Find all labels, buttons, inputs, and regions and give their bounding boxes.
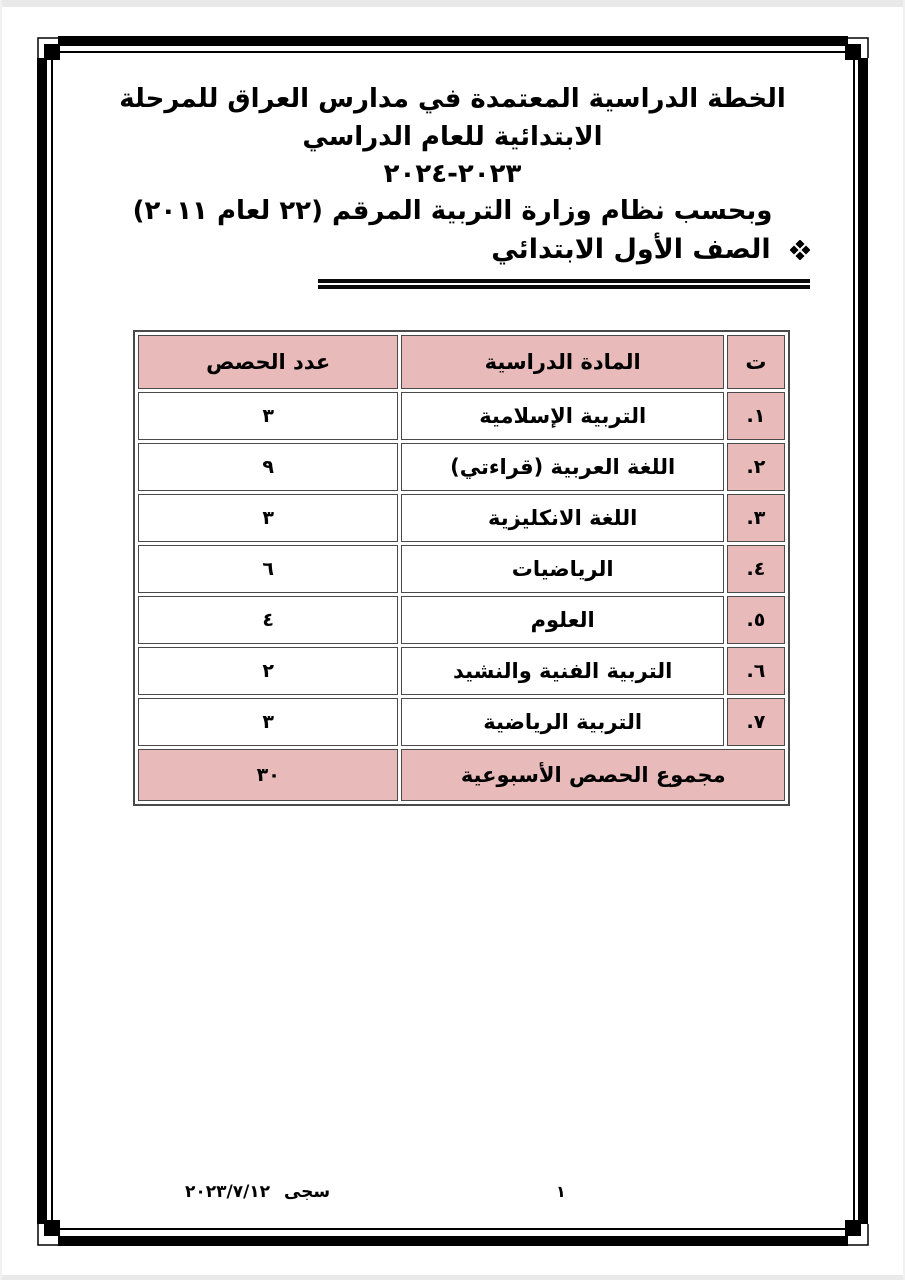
header-subject: المادة الدراسية [401, 335, 724, 389]
lesson-count-cell: ٣ [138, 392, 398, 440]
subject-cell: اللغة العربية (قراءتي) [401, 443, 724, 491]
table-row [138, 596, 785, 644]
total-row [138, 749, 785, 801]
page-number: ١ [556, 1182, 566, 1201]
lesson-count-cell: ٩ [138, 443, 398, 491]
subject-cell: التربية الفنية والنشيد [401, 647, 724, 695]
total-value-cell: ٣٠ [138, 749, 398, 801]
row-index-cell: ٢. [727, 443, 785, 491]
header-index: ت [727, 335, 785, 389]
table-row [138, 647, 785, 695]
table-row [138, 443, 785, 491]
row-index-cell: ١. [727, 392, 785, 440]
total-label-cell: مجموع الحصص الأسبوعية [401, 749, 785, 801]
lesson-count-cell: ٣ [138, 698, 398, 746]
lesson-count-cell: ٣ [138, 494, 398, 542]
row-index-cell: ٥. [727, 596, 785, 644]
table-row [138, 545, 785, 593]
table-row [138, 698, 785, 746]
row-index-cell: ٦. [727, 647, 785, 695]
study-plan-table [133, 330, 790, 806]
section-heading [318, 230, 810, 272]
table-body [138, 392, 785, 746]
table-footer [138, 749, 785, 801]
lesson-count-cell: ٦ [138, 545, 398, 593]
footer-name: سجى [283, 1182, 331, 1202]
lesson-count-cell: ٢ [138, 647, 398, 695]
diamond-bullet-icon [790, 232, 810, 272]
table-row [138, 392, 785, 440]
title-line-years: ٢٠٢٣-٢٠٢٤ [383, 159, 522, 189]
subject-cell: اللغة الانكليزية [401, 494, 724, 542]
title-line-regulation: وبحسب نظام وزارة التربية المرقم (٢٢ لعام ٢٠١١) [132, 196, 773, 226]
table-row [138, 494, 785, 542]
document-title [70, 80, 835, 230]
section-title: الصف الأول الابتدائي [491, 234, 771, 265]
title-line-1: الخطة الدراسية المعتمدة في مدارس العراق للمرحلة الابتدائية للعام الدراسي [119, 84, 786, 152]
footer-signature [185, 1182, 330, 1202]
row-index-cell: ٤. [727, 545, 785, 593]
subject-cell: التربية الإسلامية [401, 392, 724, 440]
section-underline [318, 279, 810, 289]
lesson-count-cell: ٤ [138, 596, 398, 644]
subject-cell: العلوم [401, 596, 724, 644]
header-count: عدد الحصص [138, 335, 398, 389]
table-header [138, 335, 785, 389]
row-index-cell: ٣. [727, 494, 785, 542]
row-index-cell: ٧. [727, 698, 785, 746]
header-row [138, 335, 785, 389]
footer-date: ٢٠٢٣/٧/١٢ [185, 1182, 271, 1202]
subject-cell: الرياضيات [401, 545, 724, 593]
subject-cell: التربية الرياضية [401, 698, 724, 746]
